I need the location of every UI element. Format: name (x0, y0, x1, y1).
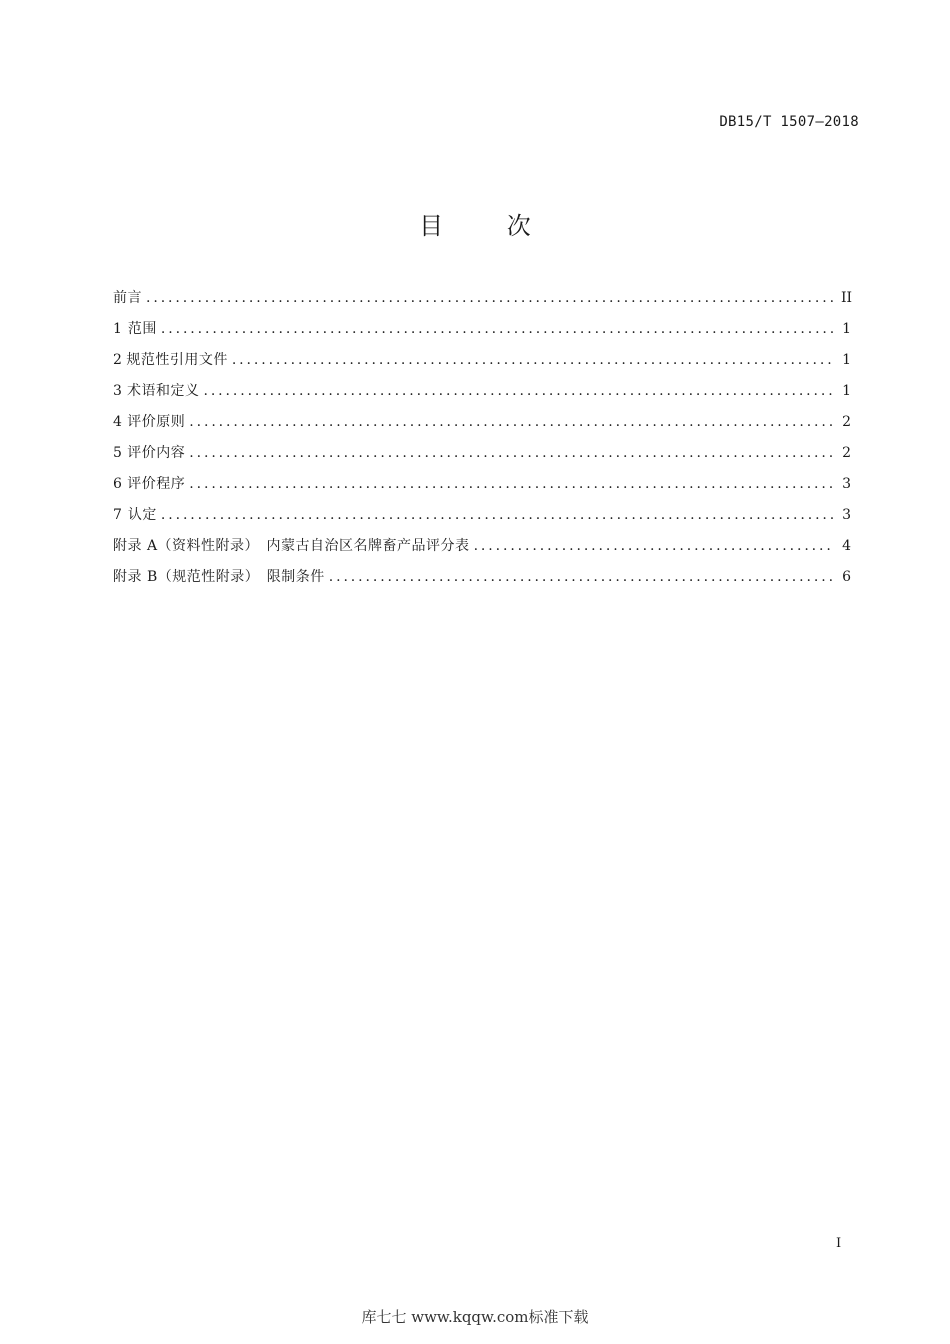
toc-label: 评价程序 (127, 476, 186, 492)
toc-label: 范围 (127, 321, 157, 337)
toc-section-number: 7 (113, 507, 122, 523)
toc-label: 评价原则 (127, 414, 186, 430)
footer-watermark: 库七七 www.kqqw.com标准下载 (361, 1308, 589, 1326)
page-title: 目 次 (419, 212, 559, 240)
toc-label: 规范性引用文件 (126, 352, 228, 368)
toc-page-number: II (841, 290, 853, 306)
toc-label: 前言 (113, 290, 142, 306)
toc-page-number: 1 (842, 352, 851, 368)
toc-section-number: 5 (113, 445, 122, 461)
table-of-contents (113, 288, 851, 598)
toc-entry-evaluation-content[interactable] (113, 443, 851, 474)
toc-label: 认定 (127, 507, 157, 523)
toc-entry-terms-definitions[interactable] (113, 381, 851, 412)
toc-label: 评价内容 (127, 445, 186, 461)
toc-leader-dots (203, 381, 835, 401)
toc-leader-dots (161, 319, 835, 339)
toc-section-number: 1 (113, 321, 122, 337)
toc-entry-scope[interactable] (113, 319, 851, 350)
toc-section-number: 4 (113, 414, 122, 430)
toc-leader-dots (161, 505, 835, 525)
toc-page-number: 1 (842, 383, 851, 399)
toc-page-number: 6 (842, 569, 851, 585)
page-number: I (836, 1236, 842, 1251)
document-code: DB15/T 1507—2018 (719, 114, 859, 130)
toc-label: 术语和定义 (126, 383, 200, 399)
toc-entry-recognition[interactable] (113, 505, 851, 536)
toc-section-number: 2 (113, 352, 122, 368)
toc-page-number: 3 (842, 507, 851, 523)
toc-label: 附录 B（规范性附录） 限制条件 (113, 569, 325, 585)
toc-leader-dots (189, 474, 835, 494)
toc-entry-evaluation-procedure[interactable] (113, 474, 851, 505)
toc-section-number: 6 (113, 476, 122, 492)
toc-leader-dots (189, 412, 835, 432)
toc-page-number: 2 (842, 445, 851, 461)
toc-entry-appendix-b[interactable] (113, 567, 851, 598)
toc-leader-dots (329, 567, 835, 587)
toc-leader-dots (232, 350, 835, 370)
toc-label: 附录 A（资料性附录） 内蒙古自治区名牌畜产品评分表 (113, 538, 470, 554)
toc-section-number: 3 (113, 383, 122, 399)
toc-leader-dots (474, 536, 835, 556)
toc-page-number: 3 (842, 476, 851, 492)
toc-entry-foreword[interactable] (113, 288, 851, 319)
toc-page-number: 1 (842, 321, 851, 337)
toc-leader-dots (189, 443, 835, 463)
toc-page-number: 4 (842, 538, 851, 554)
toc-entry-appendix-a[interactable] (113, 536, 851, 567)
toc-page-number: 2 (842, 414, 851, 430)
toc-entry-normative-references[interactable] (113, 350, 851, 381)
toc-leader-dots (146, 288, 835, 308)
toc-entry-evaluation-principles[interactable] (113, 412, 851, 443)
